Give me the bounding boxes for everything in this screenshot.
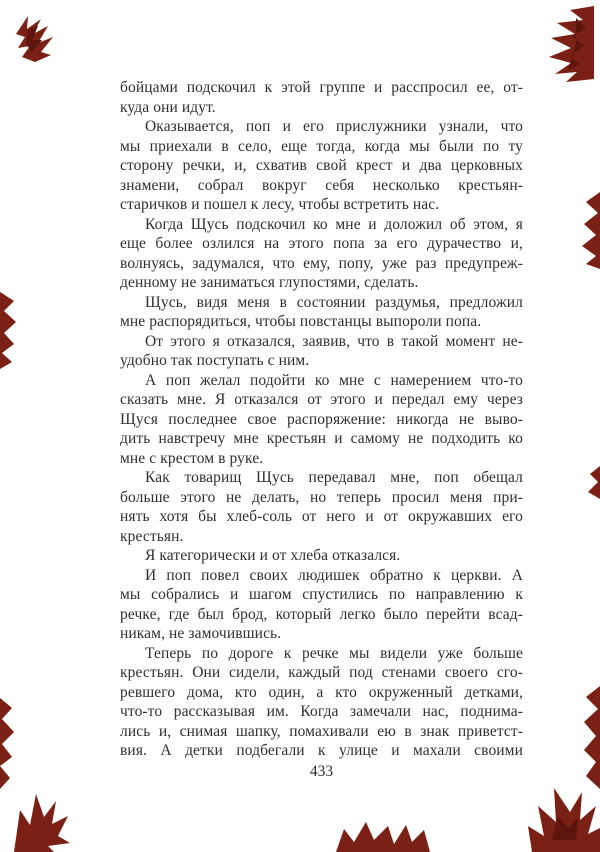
- text-line: мы приехали в село, еще тогда, когда мы были по ту: [120, 137, 523, 155]
- text-line: От этого я отказался, заявив, что в такой момент не-: [145, 332, 523, 350]
- text-line: мне распорядиться, чтобы повстанцы выпороли попа.: [120, 313, 482, 330]
- ornament-right-middle: [588, 466, 600, 499]
- text-line: дить навстречу мне крестьян и самому не подходить ко: [120, 430, 523, 447]
- text-line: Теперь по дороге к речке мы видели уже больше: [145, 644, 523, 662]
- page-text: [120, 78, 523, 761]
- text-line: что-то рассказывая им. Когда замечали нас, поднима-: [120, 703, 523, 720]
- page-number: 433: [309, 763, 334, 780]
- text-line: сказать мне. Я отказался от этого и передал ему через: [120, 391, 523, 408]
- text-line: куда они идут.: [120, 98, 216, 116]
- text-line: Как товарищ Щусь передавал мне, поп обещал: [145, 469, 523, 486]
- text-line: крестьян.: [120, 527, 184, 545]
- text-line: старичков и пошел к лесу, чтобы встретить нас.: [120, 196, 440, 213]
- text-line: речке, где был брод, который легко было перейти всад-: [120, 605, 523, 623]
- text-line: вия. А детки подбегали к улице и махали своими: [120, 742, 523, 759]
- text-line: знамени, собрал вокруг себя несколько крестьян-: [120, 176, 523, 194]
- ornament-top-right-inner: [568, 18, 586, 70]
- text-line: волнуясь, задумался, что ему, попу, уже раз предупреж-: [120, 254, 523, 272]
- ornament-left-upper: [0, 292, 16, 369]
- text-line: нять хотя бы хлеб-соль от него и от окружавших его: [120, 508, 523, 525]
- ornament-bottom-right: [528, 788, 600, 852]
- ornament-bottom-right-inner: [552, 816, 578, 840]
- text-line: Когда Щусь подскочил ко мне и доложил об этом, я: [145, 215, 523, 233]
- text-line: ревшего дома, кто один, а кто окруженный детками,: [120, 683, 523, 701]
- text-line: крестьян. Они сидели, каждый под стенами своего сго-: [120, 664, 523, 681]
- text-line: Щуся последнее свое распоряжение: никогда не выво-: [120, 410, 523, 428]
- text-line: больше этого не делать, но теперь просил меня при-: [120, 488, 523, 506]
- ornament-right-lower: [584, 686, 600, 789]
- text-line: мы собрались и шагом спустились по направлению к: [120, 586, 523, 603]
- text-line: А поп желал подойти ко мне с намерением что-то: [145, 371, 523, 389]
- text-line: сторону речки, и, схватив свой крест и два церковных: [120, 157, 523, 174]
- text-line: Щусь, видя меня в состоянии раздумья, предложил: [145, 293, 523, 311]
- ornament-left-lower: [0, 698, 14, 789]
- ornament-right-upper: [582, 192, 600, 269]
- ornament-bottom-center: [336, 822, 430, 852]
- ornament-top-right: [549, 6, 594, 82]
- text-line: бойцами подскочил к этой группе и расспросил ее, от-: [120, 79, 523, 96]
- ornament-top-left: [16, 16, 53, 62]
- text-line: Оказывается, поп и его прислужники узнали, что: [145, 118, 523, 135]
- text-line: лись и, снимая шапку, помахивали ею в знак приветст-: [120, 722, 523, 740]
- text-line: удобно так поступать с ним.: [120, 352, 310, 369]
- text-line: денному не заниматься глупостями, сделать.: [120, 274, 419, 291]
- ornament-top-left-inner: [26, 26, 42, 52]
- text-line: никам, не замочившись.: [120, 625, 282, 642]
- text-line: Я категорически и от хлеба отказался.: [145, 547, 401, 564]
- text-line: И поп повел своих людишек обратно к церкви. А: [145, 566, 523, 584]
- text-line: мне с крестом в руке.: [120, 449, 264, 467]
- ornament-bottom-left: [14, 794, 70, 852]
- text-line: еще более озлился на этого попа за его дурачество и,: [120, 235, 523, 252]
